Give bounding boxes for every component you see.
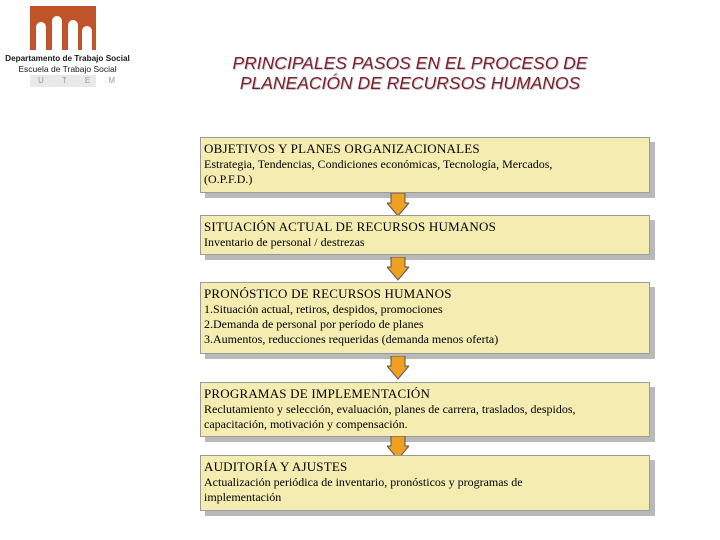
logo-utem-text: U T E M	[30, 75, 96, 87]
step-box-objetivos	[200, 137, 650, 193]
step-text: implementación	[204, 490, 282, 504]
page-title	[190, 53, 630, 93]
title-line-1: PRINCIPALES PASOS EN EL PROCESO DE	[232, 53, 588, 73]
step-title: AUDITORÍA Y AJUSTES	[204, 459, 348, 474]
down-arrow-icon	[387, 356, 409, 380]
title-line-2: PLANEACIÓN DE RECURSOS HUMANOS	[239, 73, 581, 93]
logo-department-text: Departamento de Trabajo Social	[5, 54, 130, 63]
step-box-pronostico	[200, 282, 650, 354]
step-text: Reclutamiento y selección, evaluación, planes de carrera, traslados, despidos,	[204, 402, 576, 416]
down-arrow-icon	[387, 257, 409, 281]
step-text: Estrategia, Tendencias, Condiciones económicas, Tecnología, Mercados,	[204, 157, 553, 171]
step-text: 1.Situación actual, retiros, despidos, promociones	[204, 302, 443, 316]
step-text: Inventario de personal / destrezas	[204, 235, 365, 249]
step-box-programas	[200, 382, 650, 437]
step-text: 2.Demanda de personal por período de planes	[204, 317, 424, 331]
step-text: capacitación, motivación y compensación.	[204, 417, 408, 431]
step-text: 3.Aumentos, reducciones requeridas (demanda menos oferta)	[204, 332, 499, 346]
down-arrow-icon	[387, 193, 409, 217]
utem-logo	[0, 0, 135, 92]
step-text: (O.P.F.D.)	[204, 172, 253, 186]
logo-school-text: Escuela de Trabajo Social	[18, 64, 117, 74]
step-title: PROGRAMAS DE IMPLEMENTACIÓN	[204, 386, 431, 401]
logo-graphic-icon	[30, 6, 96, 50]
step-box-situacion-actual	[200, 215, 650, 255]
step-text: Actualización periódica de inventario, pronósticos y programas de	[204, 475, 523, 489]
step-title: SITUACIÓN ACTUAL DE RECURSOS HUMANOS	[204, 219, 497, 234]
step-title: OBJETIVOS Y PLANES ORGANIZACIONALES	[204, 141, 480, 156]
step-title: PRONÓSTICO DE RECURSOS HUMANOS	[204, 286, 452, 301]
step-box-auditoria	[200, 455, 650, 511]
